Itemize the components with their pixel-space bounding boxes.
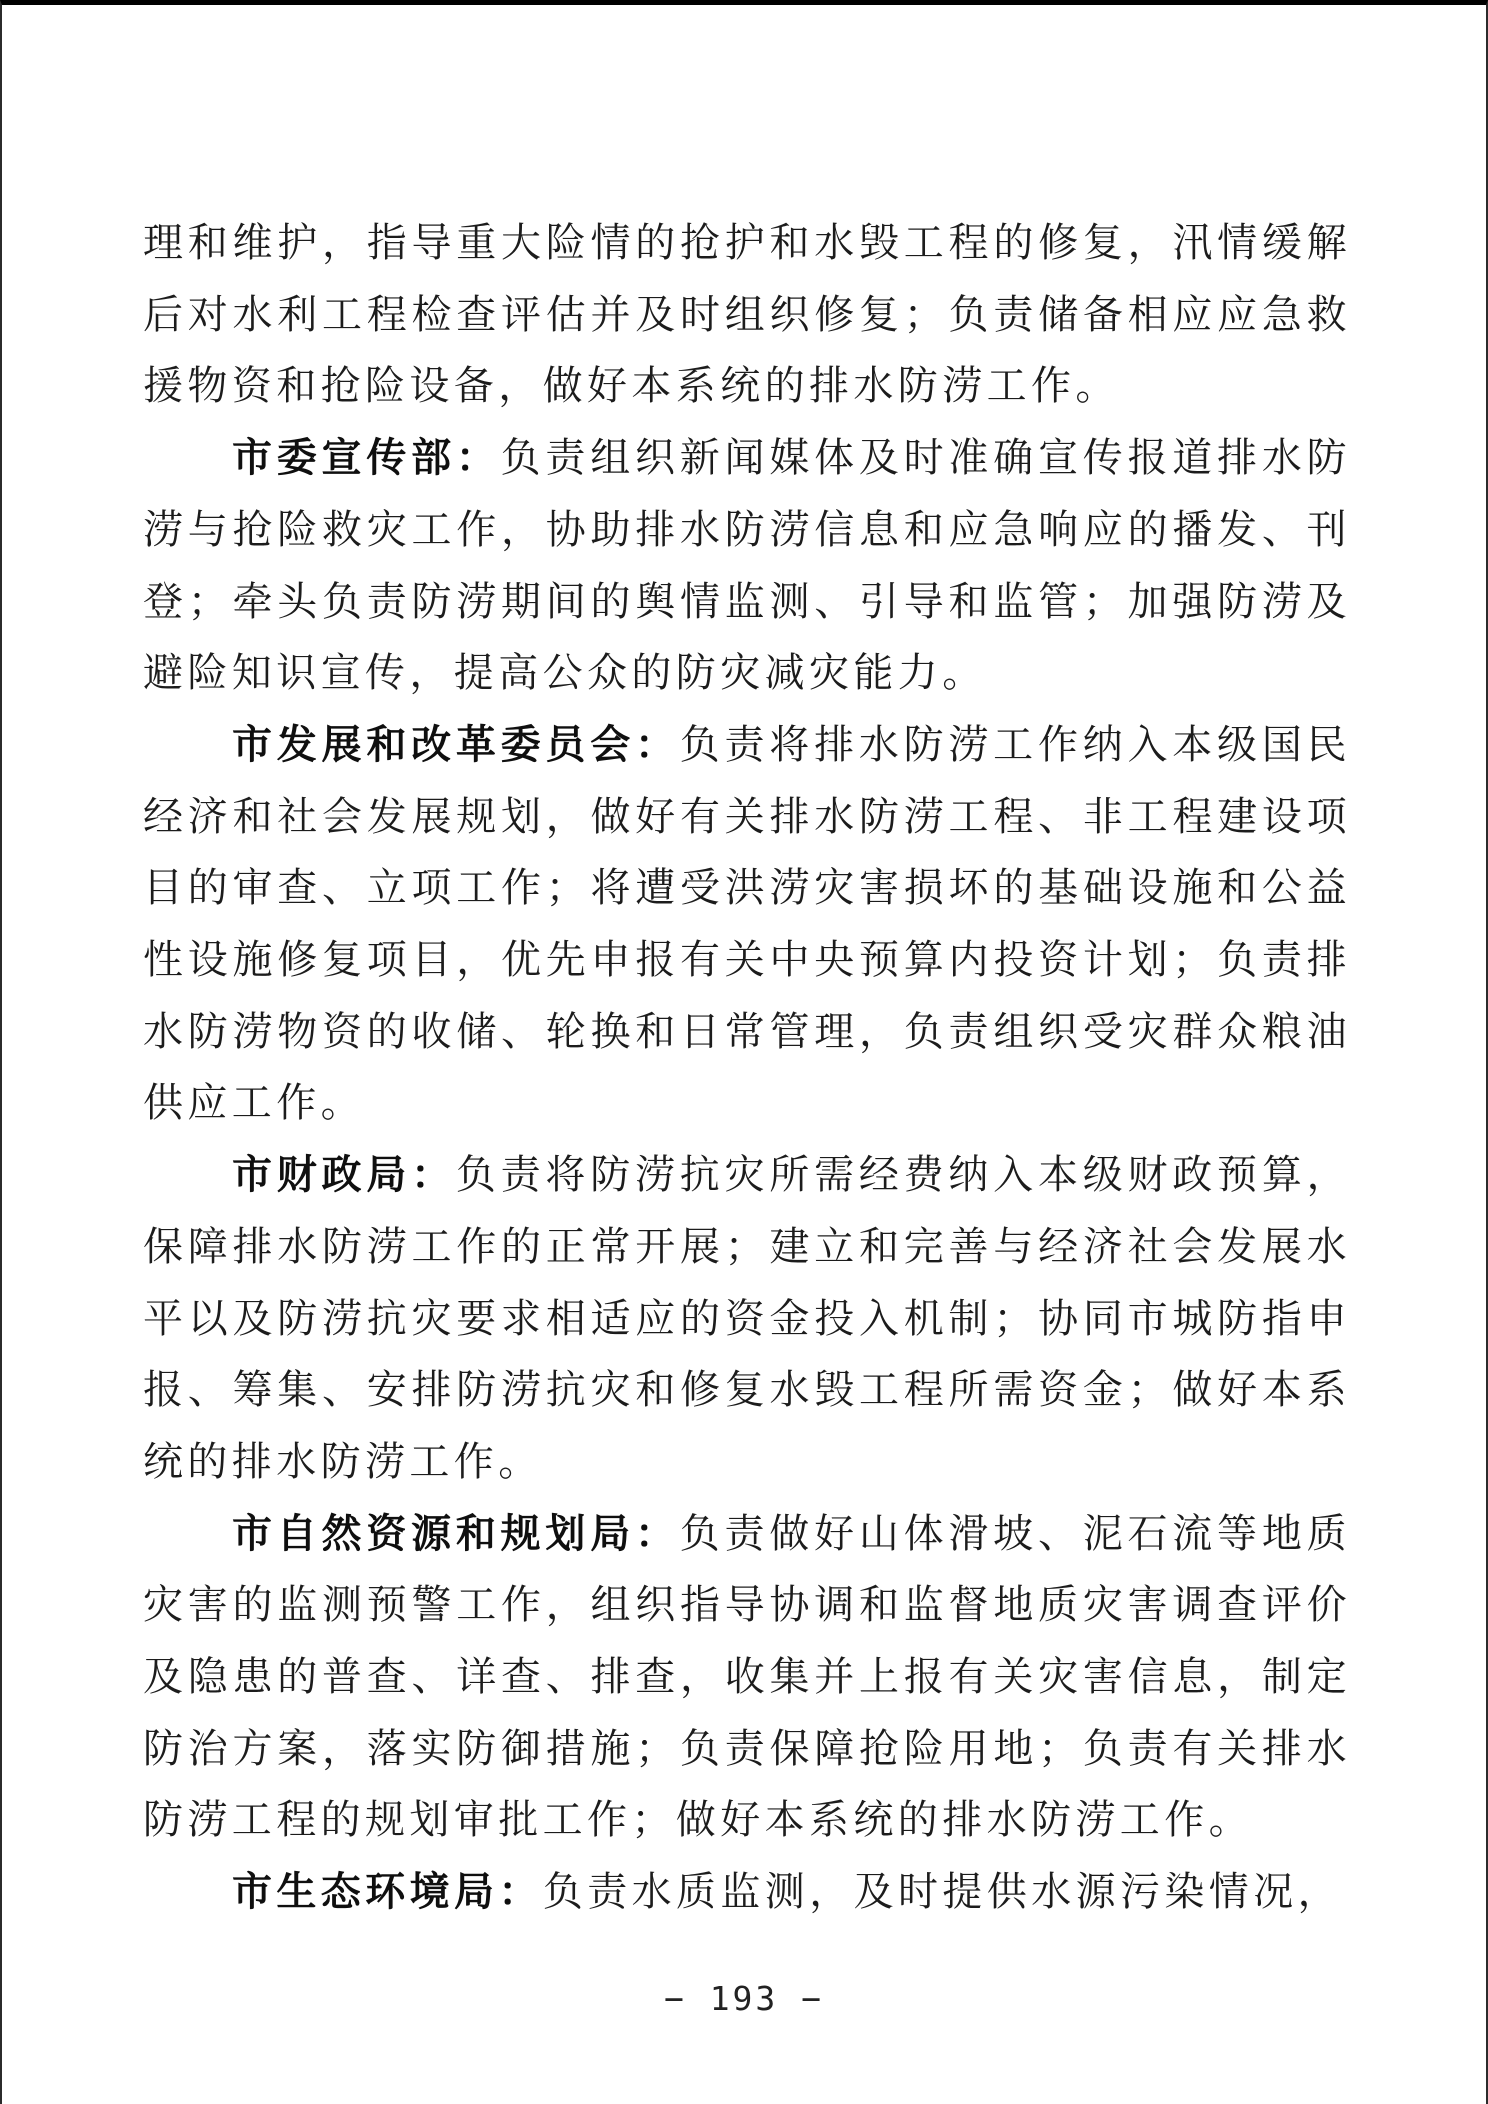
paragraph-lead: 市委宣传部： bbox=[232, 436, 501, 481]
paragraph-lead: 市自然资源和规划局： bbox=[232, 1511, 680, 1556]
body-text-block bbox=[143, 208, 1351, 1929]
paragraph-text: 负责将排水防涝工作纳入本级国民经济和社会发展规划，做好有关排水防涝工程、非工程建设项目的审查、立项工作；将遭受洪涝灾害损坏的基础设施和公益性设施修复项目，优先申报有关中央预算内投资计划；负责排水防涝物资的收储、轮换和日常管理，负责组织受灾群众粮油供应工作。 bbox=[143, 721, 1351, 1127]
paragraph-lead: 市发展和改革委员会： bbox=[232, 722, 680, 767]
paragraph bbox=[143, 423, 1351, 710]
paragraph-text: 负责将防涝抗灾所需经费纳入本级财政预算，保障排水防涝工作的正常开展；建立和完善与经济社会发展水平以及防涝抗灾要求相适应的资金投入机制；协同市城防指申报、筹集、安排防涝抗灾和修复水毁工程所需资金；做好本系统的排水防涝工作。 bbox=[143, 1152, 1351, 1485]
paragraph bbox=[143, 1499, 1351, 1858]
paragraph bbox=[143, 1140, 1351, 1499]
paragraph-lead: 市生态环境局： bbox=[232, 1870, 543, 1915]
paragraph-text: 负责做好山体滑坡、泥石流等地质灾害的监测预警工作，组织指导协调和监督地质灾害调查评价及隐患的普查、详查、排查，收集并上报有关灾害信息，制定防治方案，落实防御措施；负责保障抢险用地；负责有关排水防涝工程的规划审批工作；做好本系统的排水防涝工作。 bbox=[143, 1510, 1351, 1844]
paragraph bbox=[143, 710, 1351, 1140]
paragraph-text: 理和维护，指导重大险情的抢护和水毁工程的修复，汛情缓解后对水利工程检查评估并及时组织修复；负责储备相应应急救援物资和抢险设备，做好本系统的排水防涝工作。 bbox=[143, 220, 1351, 410]
paragraph bbox=[143, 208, 1351, 423]
paragraph bbox=[143, 1857, 1351, 1929]
paragraph-text: 负责组织新闻媒体及时准确宣传报道排水防涝与抢险救灾工作，协助排水防涝信息和应急响应的播发、刊登；牵头负责防涝期间的舆情监测、引导和监管；加强防涝及避险知识宣传，提高公众的防灾减灾能力。 bbox=[143, 435, 1351, 697]
paragraph-text: 负责水质监测，及时提供水源污染情况， bbox=[542, 1869, 1343, 1916]
page-number: − 193 − bbox=[663, 1979, 825, 2018]
paragraph-lead: 市财政局： bbox=[232, 1153, 456, 1198]
